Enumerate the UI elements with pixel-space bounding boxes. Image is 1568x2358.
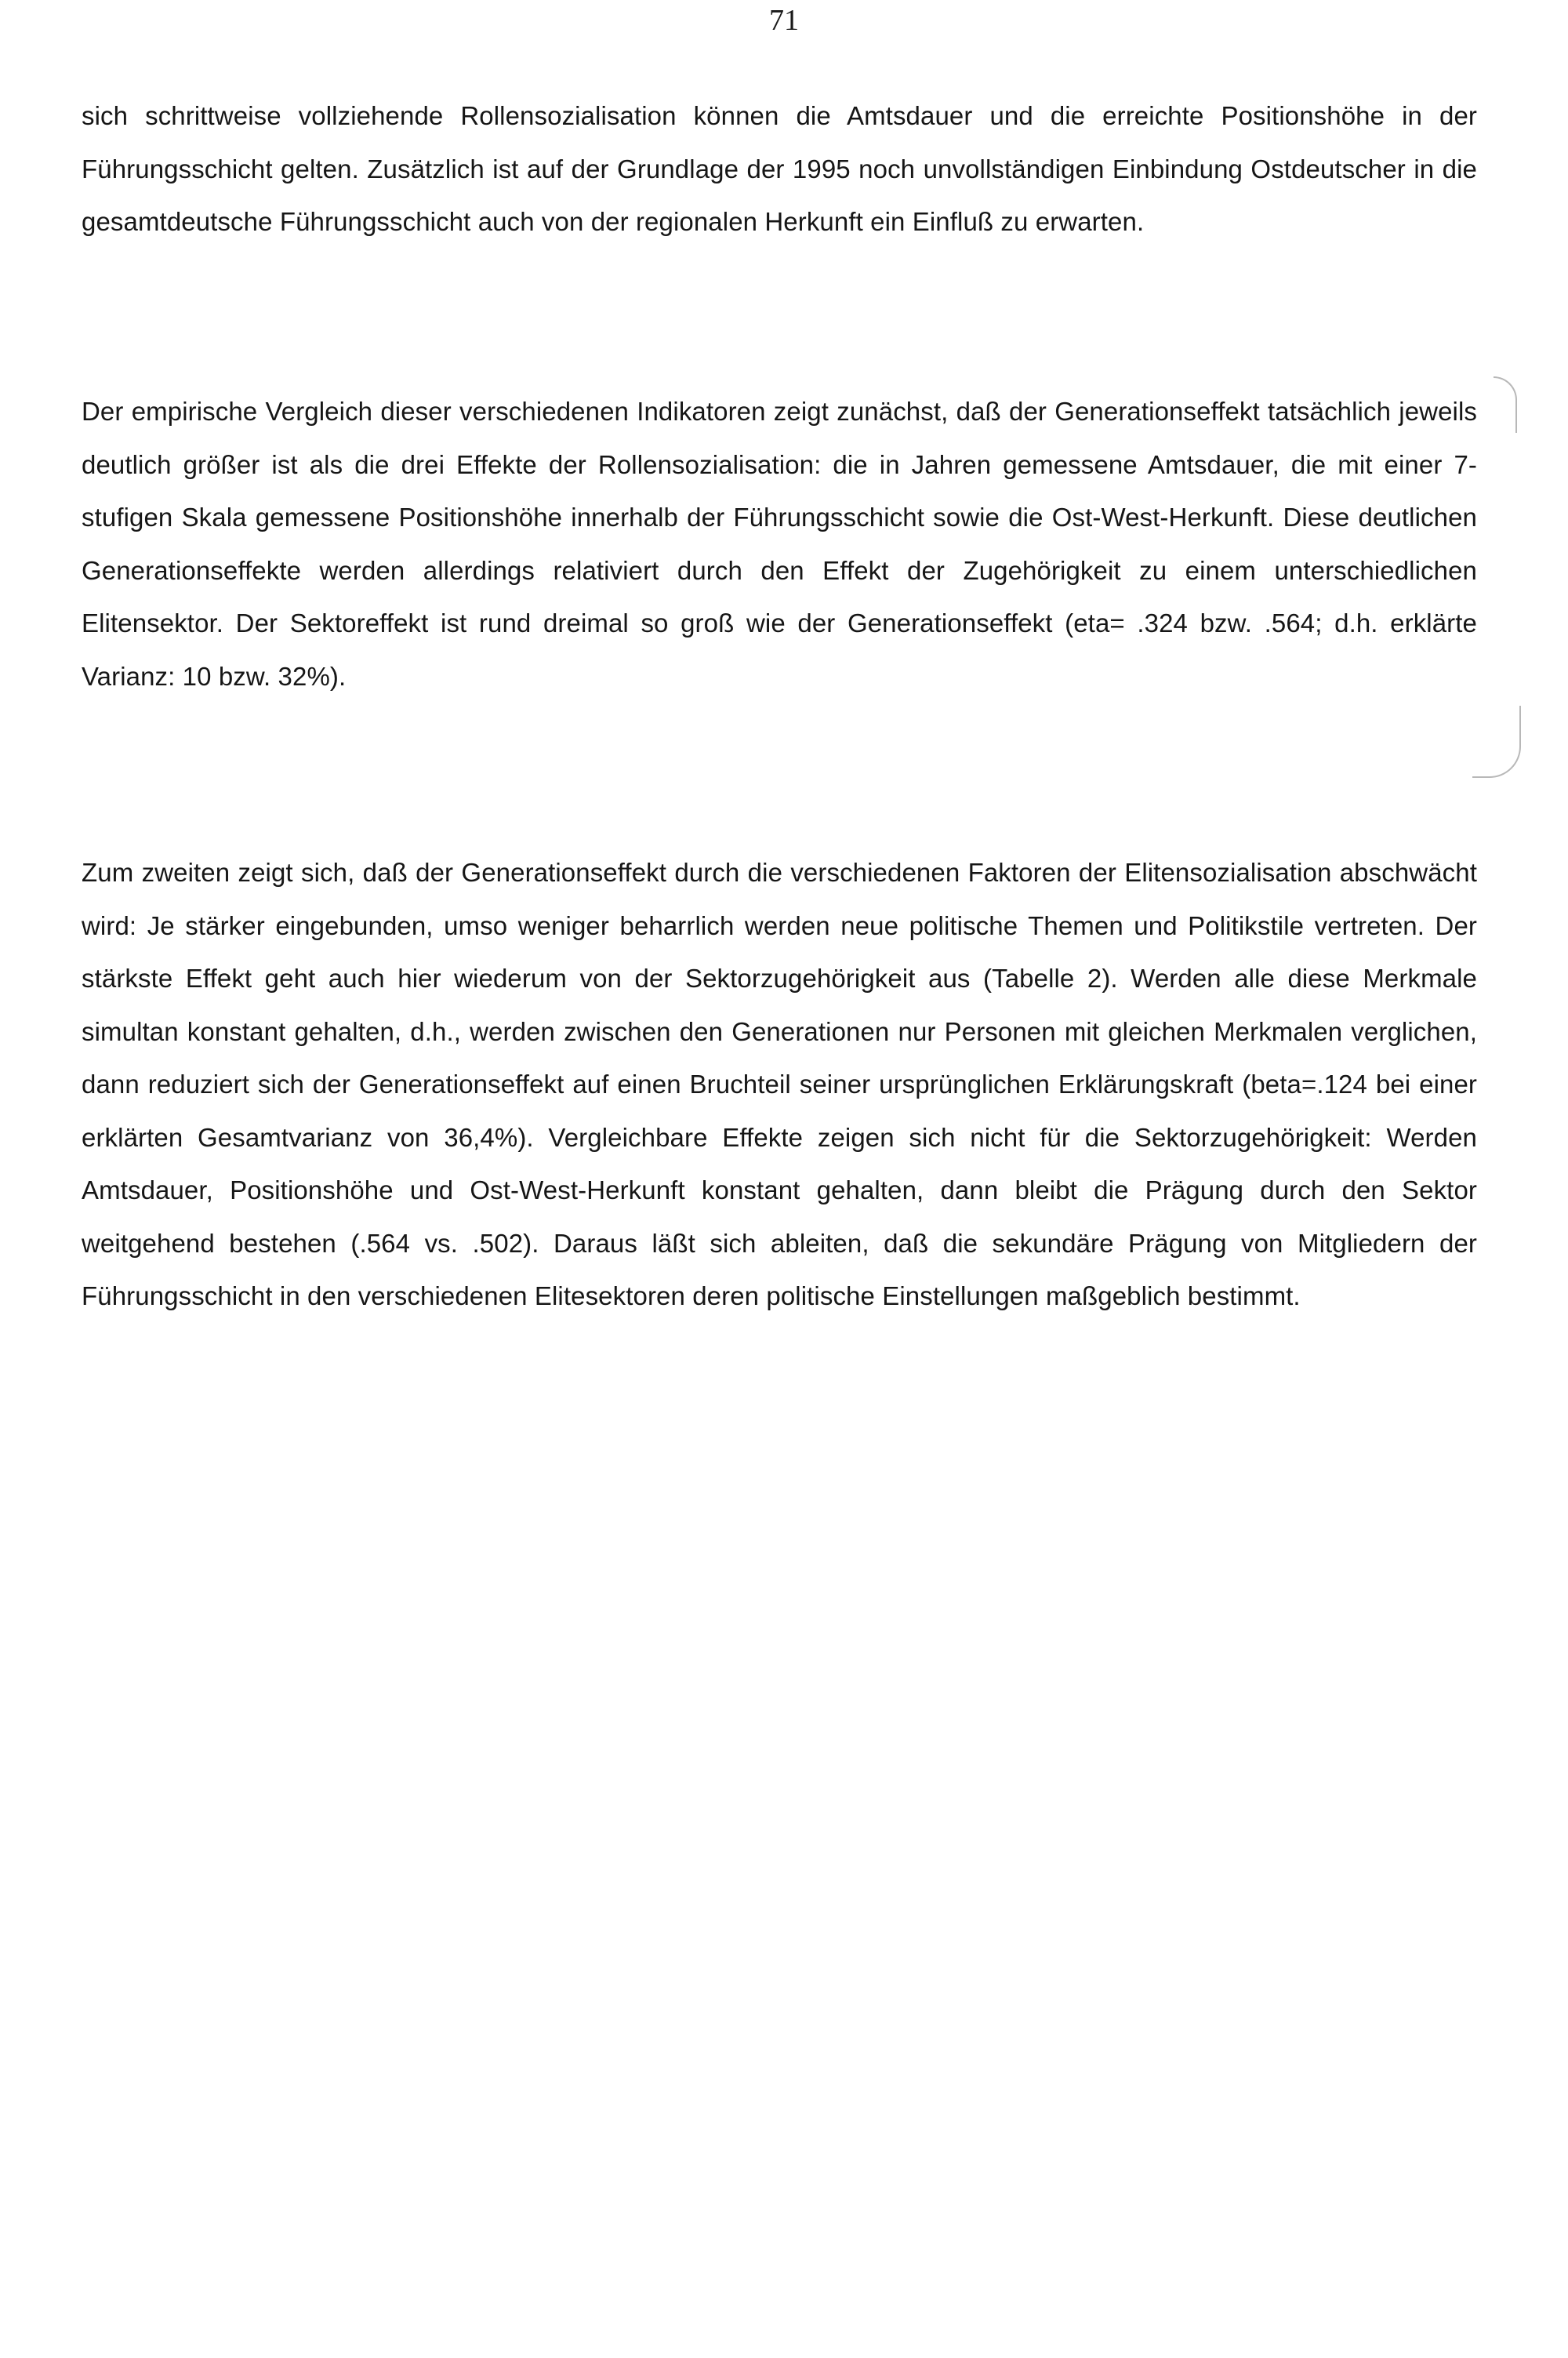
paragraph-1: sich schrittweise vollziehende Rollensozialisation können die Amtsdauer und die erreichte Positionshöhe in der Führungsschicht gelten. Zusätzlich ist auf der Grundlage der 1995 noch unvollständigen Einbindung Ostdeutscher in die gesamtdeutsche Führungsschicht auch von der regionalen Herkunft ein Einfluß zu erwarten. xyxy=(82,101,1477,236)
page-number: 71 xyxy=(769,4,799,37)
paragraph-2: Der empirische Vergleich dieser verschiedenen Indikatoren zeigt zunächst, daß der Generationseffekt tatsächlich jeweils deutlich größer ist als die drei Effekte der Rollensozialisation: die in Jahren gemessene Amtsdauer, die mit einer 7-stufigen Skala gemessene Positionshöhe innerhalb der Führungsschicht sowie die Ost-West-Herkunft. Diese deutlichen Generationseffekte werden allerdings relativiert durch den Effekt der Zugehörigkeit zu einem unterschiedlichen Elitensektor. Der Sektoreffekt ist rund dreimal so groß wie der Generationseffekt (eta= .324 bzw. .564; d.h. erklärte Varianz: 10 bzw. 32%). xyxy=(82,397,1477,691)
scan-artifact-mark xyxy=(1494,376,1517,433)
paragraph-3: Zum zweiten zeigt sich, daß der Generationseffekt durch die verschiedenen Faktoren der Elitensozialisation abschwächt wird: Je stärker eingebunden, umso weniger beharrlich werden neue politische Themen und Politikstile vertreten. Der stärkste Effekt geht auch hier wiederum von der Sektorzugehörigkeit aus (Tabelle 2). Werden alle diese Merkmale simultan konstant gehalten, d.h., werden zwischen den Generationen nur Personen mit gleichen Merkmalen verglichen, dann reduziert sich der Generationseffekt auf einen Bruchteil seiner ursprünglichen Erklärungskraft (beta=.124 bei einer erklärten Gesamtvarianz von 36,4%). Vergleichbare Effekte zeigen sich nicht für die Sektorzugehörigkeit: Werden Amtsdauer, Positionshöhe und Ost-West-Herkunft konstant gehalten, dann bleibt die Prägung durch den Sektor weitgehend bestehen (.564 vs. .502). Daraus läßt sich ableiten, daß die sekundäre Prägung von Mitgliedern der Führungsschicht in den verschiedenen Elitesektoren deren politische Einstellungen maßgeblich bestimmt. xyxy=(82,858,1477,1310)
scan-artifact-mark xyxy=(1472,706,1521,778)
